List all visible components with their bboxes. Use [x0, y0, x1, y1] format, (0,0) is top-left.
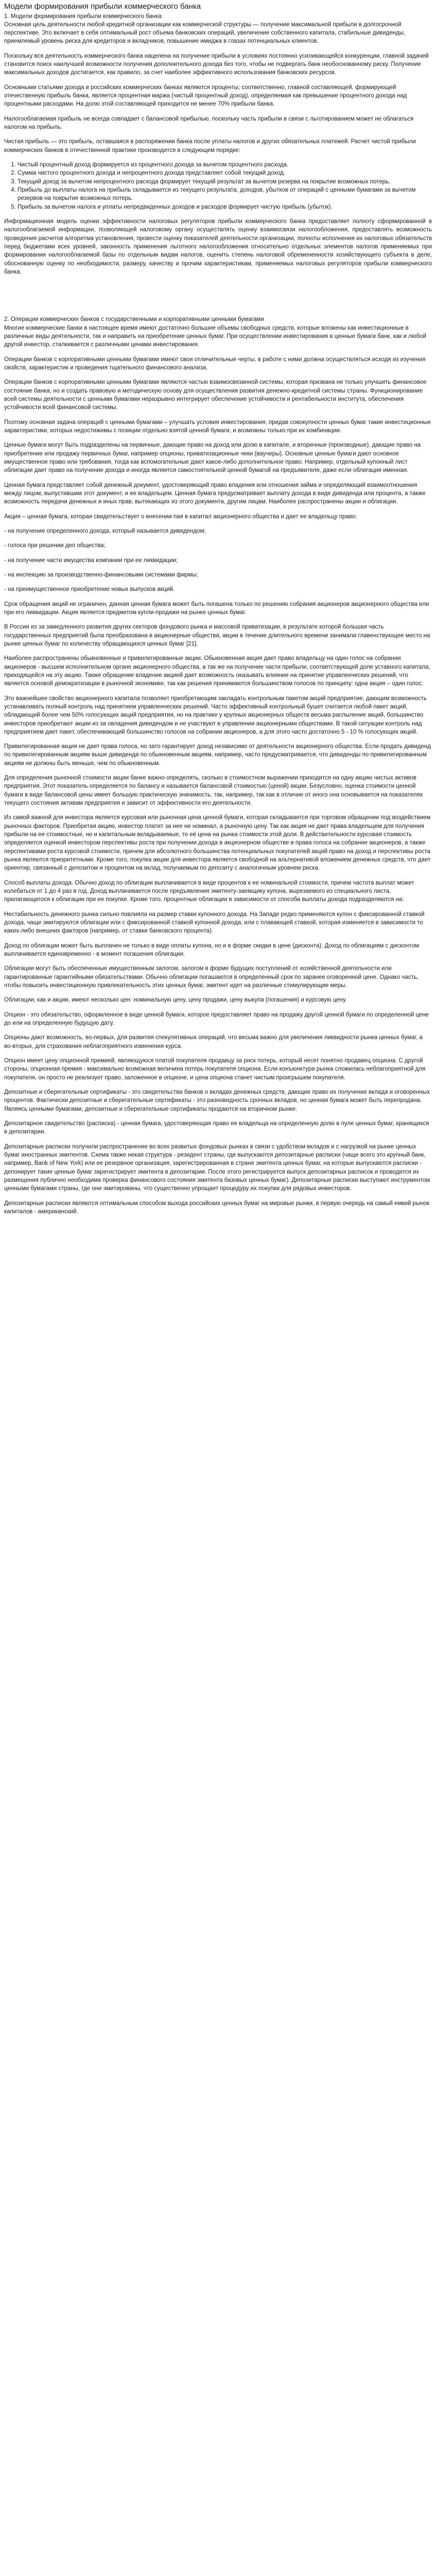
- paragraph: Депозитарные расписки являются оптимальным способом выхода российских ценных бумаг на мировые рынки, в первую очередь на самый емкий рынок капиталов - американский.: [4, 1200, 430, 1215]
- share-rights-list: [4, 527, 432, 594]
- paragraph: Депозитарные расписки получили распространение во всех развитых фондовых рынках в связи с удобством вкладов и с нагрузкой на рынке ценных бумаг иностранных эмитентов. Схема также некая структура - резидент страны, где выпускаются депозитарные расписки (чаще всего это крупный банк, например, Bank of New York) или ее резервное организация, зарегистрированная в стране эмитента ценных бумаг, на которые выпускаются расписки - депонирует такие ценные бумаг зарегистрирует эмитента в депозитарии. После этого регистрируется выпуск депозитарных расписок и проводится их размещения публично необходима проверка финансового состояния эмитента базовых ценных бумаг). Депозитарные расписки выступают инструментом ценными бумагами страны, где они эмитированы, что существенно упрощает процедуру их покупки для рядовых инвесторов.: [4, 1143, 430, 1192]
- paragraph: Облигации могут быть обеспеченные имущественным залогом, залогом в форме будущих поступлений от хозяйственной деятельности или гарантированные гарантийными обязательствами. Обычно облигации погашаются в определенный срок по заранее оговоренной цене. Однако часть, чтобы повысить инвестиционную привлекательность этих ценных бумаг, эмитент идет на различные стимулирующие меры.: [4, 965, 418, 989]
- list-item: 2. Сумма чистого процентного дохода и непроцентного дохода представляет собой текущий доход.: [18, 169, 432, 177]
- paragraph: Наиболее распространены обыкновенные и привилегированные акции. Обыкновенная акция дает право владельцу на один голос на собрании акционеров - высшем исполнительном органе акционерного общества, а так же на получение части прибыли, соответствующей доле уставного капитала, приходящейся на эту акцию. Также обращение владение акцией дает возможность оказывать влияние на принятие управленческих решений, что является основой демократизации в рыночной экономике, так как решения принимаются большинством голосов по принципу: одна акция – один голос.: [4, 655, 430, 687]
- section-1-conclusion: [4, 217, 432, 276]
- section-1-intro: [4, 21, 432, 155]
- paragraph: Основными статьями дохода в российских коммерческих банках являются проценты; соответственно, главной составляющей, формирующей отечественную прибыль банка, является процентная маржа (чистый процентный доход), определяемая как превышение процентного дохода над процентными расходами. На долю этой составляющей приходится не менее 70% прибыли банка.: [4, 84, 407, 108]
- section-2-body: [4, 324, 432, 521]
- paragraph: Привилегированная акция не дает права голоса, но зато гарантирует доход независимо от деятельности акционерного общества. Если продать дивиденд по привилегированным акциям выше дивиденда по обыкновенным акциям, например, часто предусматривается, что дивиденды по привилегированным акциям не должны быть меньше, чем по обыкновенным.: [4, 743, 431, 767]
- paragraph: Это важнейшее свойство акционерного капитала позволяет приобретающим закладать контрольным пакетом акций предприятие, дающим возможность устанавливать полный контроль над принятием управленческих решений. Часто эффективный контрольный бушет считается любой пакет акций, обладающий более чем 50% голосующих акций предприятия, но на практике у крупных акционерных обществ весьма распыление акций, большинство инвесторов приобретают акции из за овладения дивидендом и не участвуют в управлении акционерными обществами. В такой ситуации контроль над предприятием дает пакет, обеспечивающий большинство голосов на собрании акционеров, а для этого часто достаточно 5 - 10 % голосующих акций.: [4, 695, 427, 735]
- paragraph: Ценные бумаги могут быть подразделены на первичные, дающие право на доход или долю в капитале, и вторичные (производные), дающие право на приобретение или продажу первичных бумаг, например опционы, приватизационные чеки (ваучеры). Основные ценные бумаги дают основное имущественное право или требования, тогда как вспомогательные дают какое-либо дополнительное право. Например, отдельный купонный лист облигации дает право на получение дохода и иногда является самостоятельной ценной бумагой на предъявителя, даже если облигация именная.: [4, 442, 421, 474]
- paragraph: Акция – ценная бумага, которая свидетельствует о внесении пая в капитал акционерного общества и дает ее владельцу право:: [4, 513, 357, 520]
- list-item: - на инспекцию за производственно-финансовыми системами фирмы;: [4, 571, 198, 578]
- paragraph: Налогооблагаемая прибыль не всегда совпадает с балансовой прибылью, поскольку часть прибыли в связи с льготированием может не облагаться налогом на прибыль.: [4, 115, 414, 131]
- section-spacer: [4, 282, 432, 315]
- section-1: [4, 12, 432, 277]
- paragraph: Опцион - это обязательство, оформленное в виде ценной бумаги, которое предоставляет право на продажу другой ценной бумаги по определенной цене до или на определенную будущую дату.: [4, 1011, 429, 1027]
- list-item: - голоса при решении дел общества;: [4, 543, 106, 549]
- paragraph: Информационная модель оценки эффективности налоговых регуляторов прибыли коммерческого банка предоставляет полноту сформированной в налогооблагаемой информации, позволяющей налоговому органу осуществлять оценку взаимосвязи налогообложения, предоставлять возможность проведения расчетов алгоритма установления, провести оценку показателей деятельности организации, полноты исполнения их налоговых обязательств перед бюджетами всех уровней, законность применения льготного налогообложения относительно отдельных элементов налогов применяемых при формировании налогооблагаемой базы по отдельным видам налогов, оценить степень налоговой обремененности хозяйствующего субъекта в деле, обоснованную оценку по необходимости, размеру, качеству и прочим характеристикам, применяемых налоговых регуляторов прибыли коммерческого банка.: [4, 218, 432, 276]
- document-page: [0, 0, 436, 1234]
- page-title: Модели формирования прибыли коммерческого банка: [4, 2, 201, 11]
- paragraph: В России из за замедленного развития других секторов фондового рынка и массовой приватизации, в результате которой большая часть государственных предприятий была преобразована в акционерные общества, акции в течение длительного времени занимали главенствующее место на рынке ценных бумаг по количеству обращающихся ценных бумаг [21].: [4, 624, 430, 647]
- paragraph: Опцион имеет цену опционной премией, являющуюся платой покупателя продавцу за риск потерь, который несет понятно продавец опциона. С другой стороны, опционная премия - максимально возможная величина потерь покупателя опциона. Если конъюнктура рынка сложилась неблагоприятной для покупателя, он просто не реализует право, заложенное в опционе, и цена опциона станет чистым проигрышем покупателя.: [4, 1058, 426, 1081]
- paragraph: Операции банков с корпоративными ценными бумагами являются частью взаимосвязанной системы, которая призвана не только улучшить финансовое состояние банка, но и создать правовую и методическую основу для осуществления развития денежно-кредитной системы страны. Функционирование всей системы деятельности с ценными бумагами неразрывно интегрирует обеспечение устойчивости и рентабельности института, обеспечения устойчивости всей финансовой системы.: [4, 379, 427, 411]
- section-heading: 1. Модели формирования прибыли коммерческого банка: [4, 13, 162, 20]
- list-item: 4. Прибыль до выплаты налога на прибыль складывается из текущего результата, доходов, убытков от операций с ценными бумагами за вычетом резервов на покрытие возможных потерь.: [18, 186, 432, 203]
- paragraph: Депозитарное свидетельство (расписка) - ценная бумага, удостоверяющая право ее владельца на определенную долю в пуле ценных бумаг, хранящихся в депозитарии.: [4, 1120, 429, 1136]
- paragraph: Основная цель деятельности любой кредитной организации как коммерческой структуры — получение максимальной прибыли в долгосрочной перспективе. Это включает в себя оптимальный рост объема банковских операций, увеличение собственного капитала, стабильные дивиденды, приемлемый уровень риска для кредиторов и вкладчиков, повышение имиджа в глазах потенциальных клиентов.: [4, 21, 406, 45]
- list-item: 1. Чистый процентный доход формируется из процентного дохода за вычетом процентного расхода.: [18, 161, 432, 169]
- list-item: - на получение определенного дохода, который называется дивидендом;: [4, 528, 206, 534]
- section-2: [4, 315, 432, 1216]
- paragraph: Ценная бумага представляет собой денежный документ, удостоверяющий право владения или отношения займа и определяющий взаимоотношения между лицом, выпустившим этот документ, и ее владельцем. Ценная бумага предусматривает выплату дохода в виде дивиденда или процента, а также возможность передачи денежных и иных прав, вытекающих из этого документа, другим лицам. Наиболее распространены акции и облигации.: [4, 482, 426, 505]
- paragraph: Поэтому основная задача операций с ценными бумагами – улучшать условия инвестирования, придав совокупности ценных бумаг такие инвестиционные характеристики, которых недостижимы с позиции отдельно взятой ценной бумаги, и возможны только при их комбинации.: [4, 419, 431, 434]
- paragraph: Способ выплаты дохода. Обычно доход по облигации выплачивается в виде процентов к ее номинальной стоимости, причем частота выплат может колебаться от 1 до 4 раз в год. Доход выплачивается после предъявления эмитенту-заемщику купона, вырезаемого из специального листа, прилагающегося к облигации при ее покупке. Кроме того, процентные облигации в зависимости от способа выплаты дохода подразделяются на:: [4, 879, 414, 903]
- paragraph: Чистая прибыль — это прибыль, оставшаяся в распоряжении банка после уплаты налогов и других обязательных платежей. Расчет чистой прибыли коммерческих банков в отечественной практике производится в следующем порядке:: [4, 139, 416, 154]
- paragraph: Операции банков с корпоративными ценными бумагами имеют свои отличительные черты, в работе с ними должна осуществляться исходя из изучения свойств, характеристик и проведения тщательного финансового анализа.: [4, 356, 426, 371]
- list-item: - на получение части имущества компании при ее ликвидации;: [4, 557, 178, 564]
- paragraph: Облигации, как и акции, имеют несколько цен: номинальную цену, цену продажи, цену выкупа (погашения) и курсовую цену.: [4, 997, 347, 1004]
- paragraph: Доход по облигации может быть выплачен не только в виде оплаты купона, но и в форме скидки в цене (дисконта). Доход по облигациям с дисконтом выплачивается единовременно - в момент погашения облигации.: [4, 942, 419, 958]
- paragraph: Опционы дают возможность, во-первых, для развития спекулятивных операций, что весьма важно для увеличения ликвидности рынка ценных бумаг, а во-вторых, для страхования неблагоприятного изменения курса.: [4, 1035, 423, 1049]
- paragraph: Нестабильность денежного рынка сильно повлияла на размер ставки купонного дохода. На Западе редко применяются купон с фиксированной ставкой дохода, чаще эмитируются облигации или с фиксированной ставкой купонной дохода, или с плавающей ставкой, которая изменяется в зависимости то каких-либо внешних факторов (например, от ставки банковского процента).: [4, 911, 425, 935]
- paragraph: Из самой важной для инвестора является курсовая или рыночная цена ценной бумаги, которая складывается при торговом обращении под воздействием рыночных факторов. Приобретая акцию, инвестор платит за нее не номинал, а рыночную цену. Так как акция не дает права владельцем для получения прибыли на ее стоимостные, но и капитальным вкладываемые, то её цена на рынка стоимости этой доли. В действительности курсовая стоимость определяется оценкой инвестором перспективы роста при получении дохода в акционерном обществе в права голоса на собрание акционеров, а также перспективами роста курсовой стоимости, причем для абсолютного большинства потенциальных покупателей акций право на доход и перспективы роста рынка являются приоритетными. Кроме того, покупка акции для инвестора является свободной на альтернативой вложением денежных средств, что дает ориентир, связанный с депозитом и процентом на вклад, получаемым по депозиту с аналогичным уровнем риска.: [4, 815, 431, 872]
- section-heading: 2. Операции коммерческих банков с государственными и корпоративными ценными бумагами: [4, 316, 264, 323]
- paragraph: Для определения рыночной стоимости акции банке важно определять, сколько в стоимостном выражении приходится на одну акцию чистых активов предприятия. Этот показатель определяется по балансу и называется балансовой стоимостью (ценой) акции. Безусловно, оценка стоимости ценной бумаги в виде балансовой цены имеет большую практическую значимость, так, например, так как в отличие от иного она основывается на показателях текущего состояния активам предприятия и зависит от эффективности его деятельности.: [4, 775, 423, 807]
- paragraph: Поскольку вся деятельность коммерческого банка нацелена на получение прибыли в условиях постоянно усиливающейся конкуренции, главной задачей становится поиск наилучшей возможности получения дополнительного дохода без того, чтобы не подвергать банк необоснованному риску. Получение максимальных доходов достигается, как правило, за счет наиболее эффективного использования банковских ресурсов.: [4, 53, 429, 76]
- paragraph: Многие коммерческие банки в настоящее время имеют достаточно большие объемы свободных средств, которые вложены как инвестиционные в различные виды деятельности, так и направить на приобретение ценных бумаг. При осуществлении инвестирования в ценные бумаги банк, как и любой другой инвестор, сталкивается с различными ценами инвестирования.: [4, 325, 426, 348]
- paragraph: Срок обращения акций не ограничен, данная ценная бумага может быть погашена только по решению собрания акционеров акционерного общества или при его ликвидации. Акция является предметом купли-продажи на рынке ценных бумаг.: [4, 601, 429, 616]
- list-item: 5. Прибыль за вычетом налога и уплаты непредвиденных доходов и расходов формирует чистую прибыль (убыток).: [18, 203, 432, 211]
- paragraph: Депозитные и сберегательные сертификаты - это свидетельства банков о вкладах денежных средств, дающие право их получение вклада и оговоренных процентов. Фактически депозитные и сберегательные сертификаты - это разновидность срочных вкладов, но ценная бумага может быть перепродана. Являясь ценными бумагами, депозитные и сберегательные сертификаты продаются на вторичном рынке.: [4, 1089, 430, 1112]
- section-2-body-continued: [4, 600, 432, 1216]
- list-item: - на преимущественное приобретение новых выпусков акций.: [4, 586, 175, 593]
- list-item: 3. Текущий доход за вычетом непроцентного расхода формирует текущий результат за вычетом резерва на покрытие возможных потерь.: [18, 178, 432, 186]
- profit-calculation-list: [4, 161, 432, 211]
